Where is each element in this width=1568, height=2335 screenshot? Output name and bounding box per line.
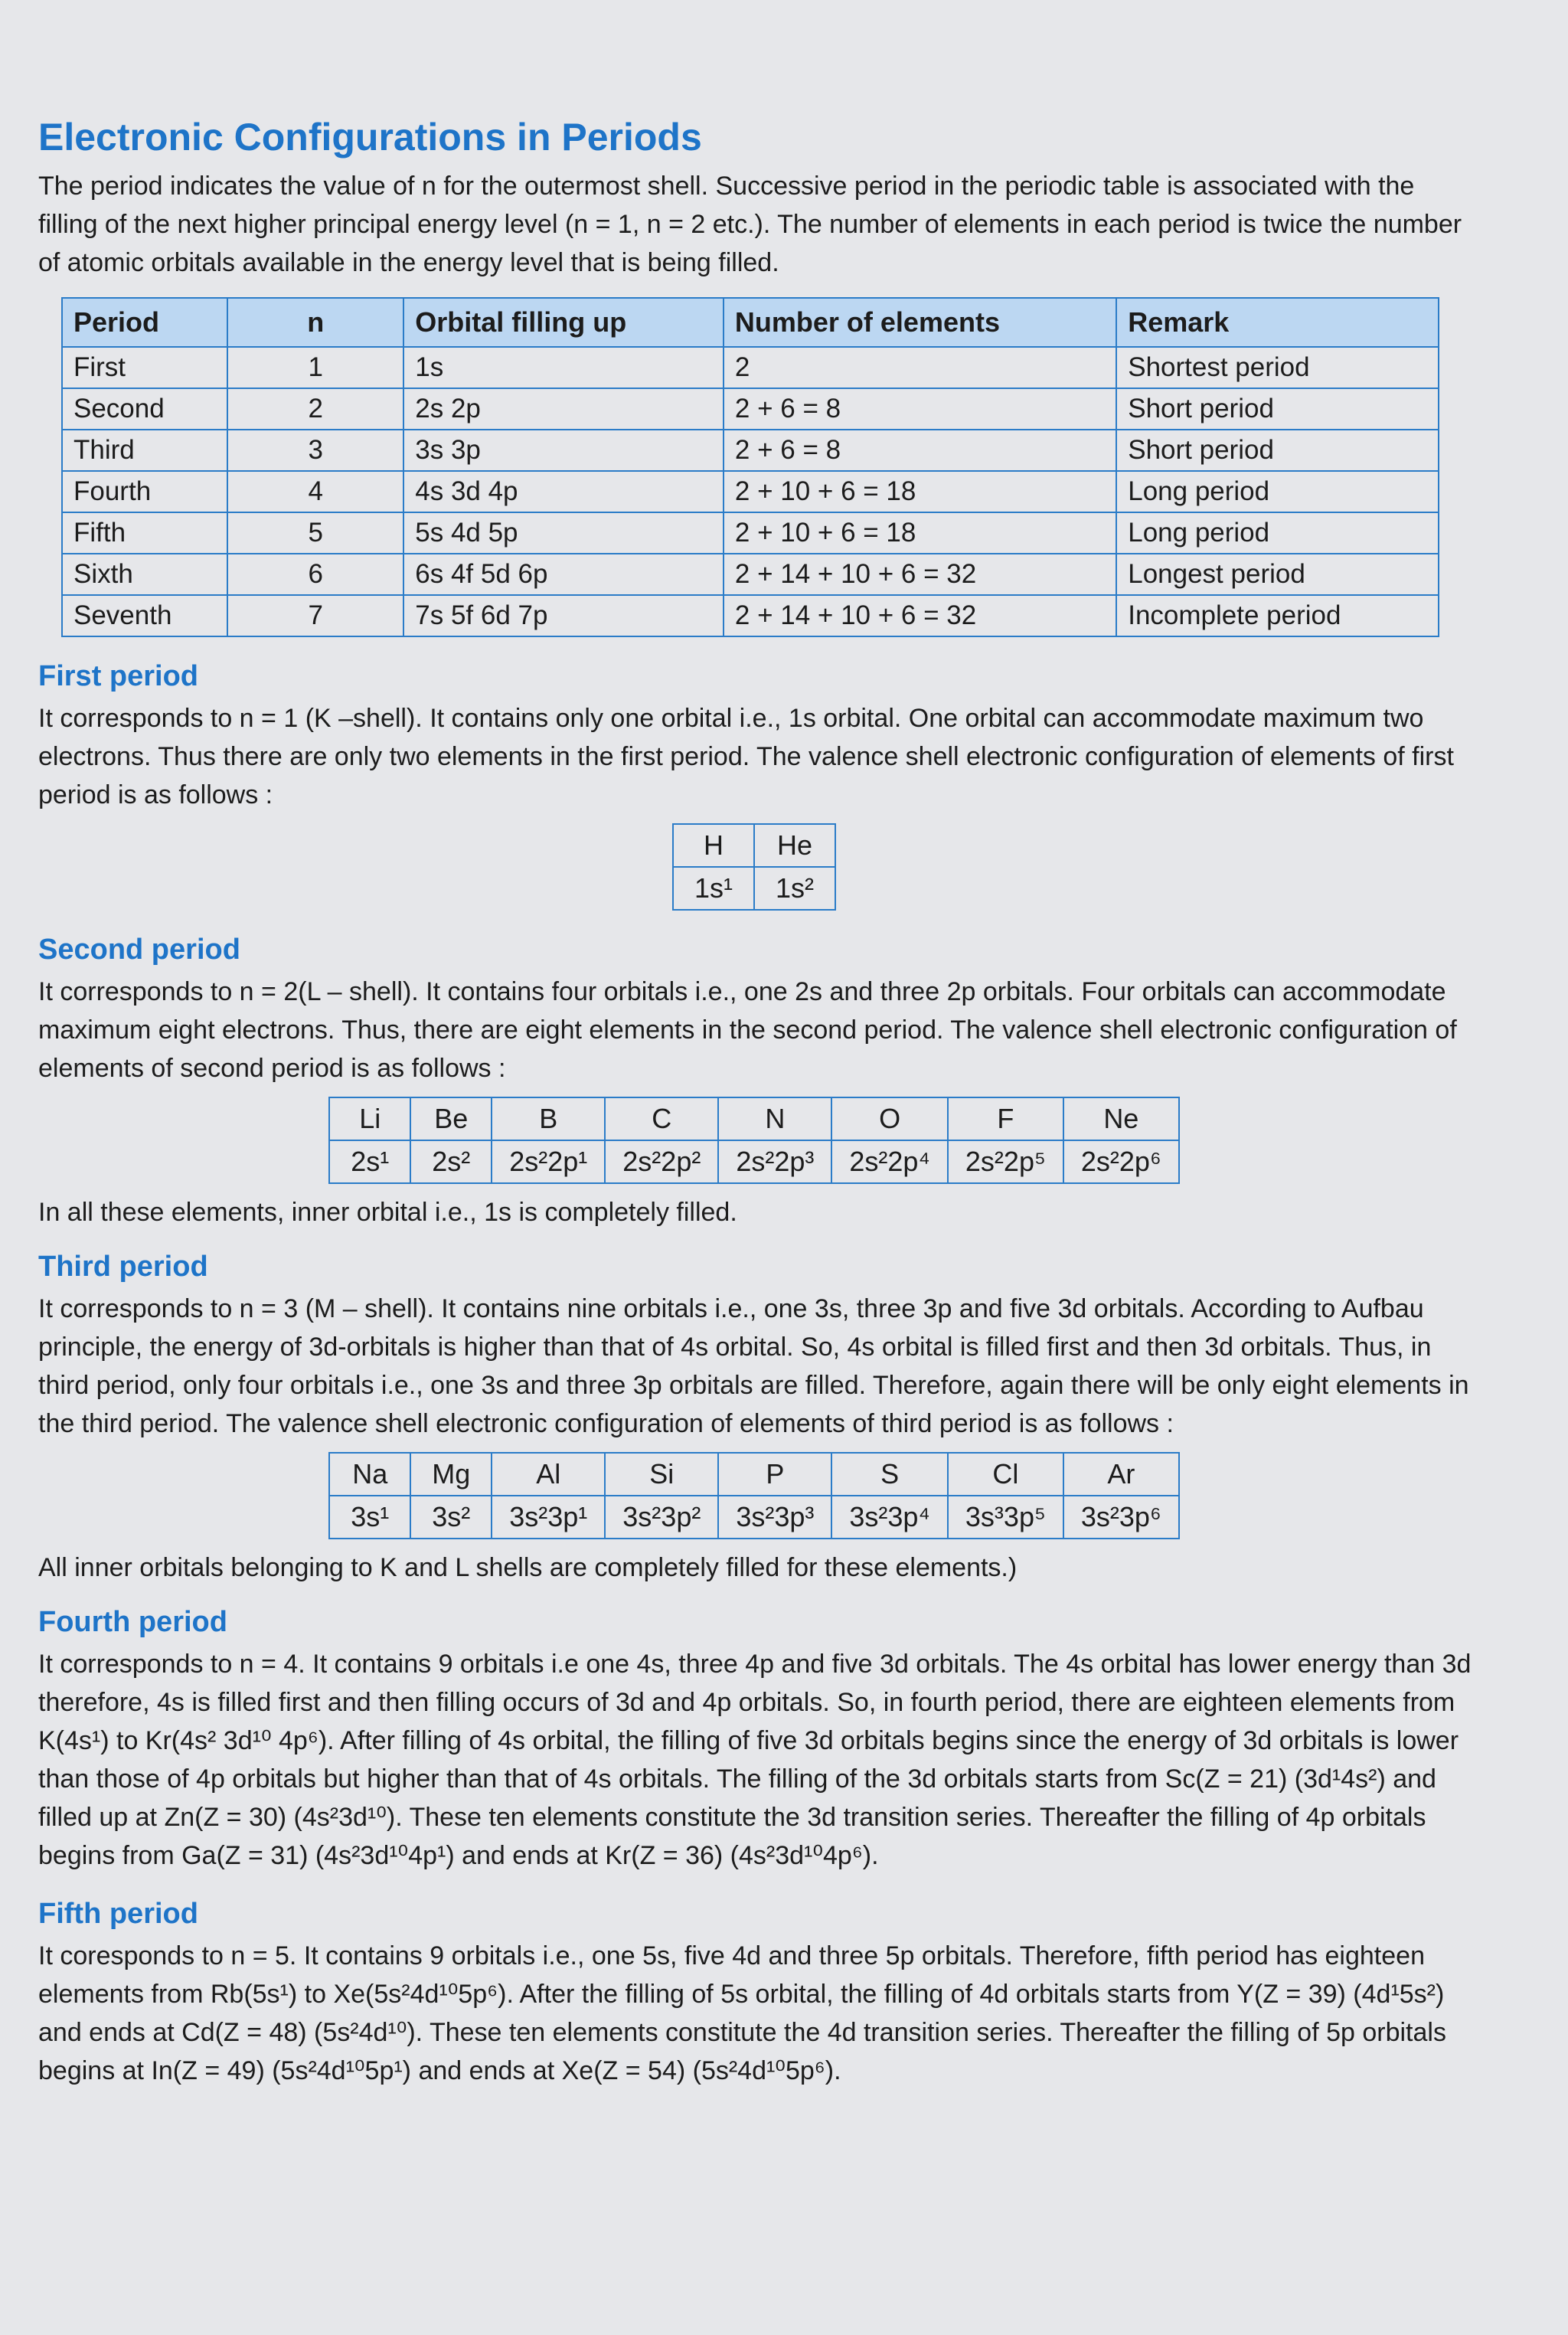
config-cell: 2s²2p⁵ — [948, 1140, 1063, 1183]
config-cell: 3s²3p³ — [718, 1496, 831, 1539]
table-row — [62, 554, 1439, 595]
config-cell: 3s²3p⁶ — [1063, 1496, 1179, 1539]
element-cell: S — [831, 1453, 948, 1496]
table-cell: 2 + 10 + 6 = 18 — [724, 512, 1116, 554]
table-cell: 4s 3d 4p — [403, 471, 724, 512]
config-cell: 3s¹ — [329, 1496, 410, 1539]
element-cell: N — [718, 1097, 831, 1140]
second-period-heading: Second period — [38, 934, 240, 966]
table-cell: 6s 4f 5d 6p — [403, 554, 724, 595]
table-cell: Shortest period — [1116, 347, 1439, 388]
table-cell: 5 — [227, 512, 403, 554]
second-period-config-table — [328, 1097, 1180, 1184]
config-cell: 3s²3p² — [605, 1496, 718, 1539]
table-row — [62, 595, 1439, 636]
element-cell: Mg — [410, 1453, 492, 1496]
config-cell: 2s¹ — [329, 1140, 410, 1183]
element-cell: Li — [329, 1097, 410, 1140]
table-cell: Short period — [1116, 430, 1439, 471]
table-cell: 3 — [227, 430, 403, 471]
table-cell: Fifth — [62, 512, 227, 554]
element-cell: He — [754, 824, 835, 867]
table-cell: Sixth — [62, 554, 227, 595]
table-cell: First — [62, 347, 227, 388]
table-row — [62, 388, 1439, 430]
config-cell: 2s²2p² — [605, 1140, 718, 1183]
periods-table — [61, 297, 1439, 637]
table-cell: 3s 3p — [403, 430, 724, 471]
table-cell: 2 + 6 = 8 — [724, 430, 1116, 471]
element-cell: Al — [492, 1453, 605, 1496]
config-cell: 2s²2p⁴ — [831, 1140, 948, 1183]
element-cell: Ar — [1063, 1453, 1179, 1496]
header-n: n — [227, 298, 403, 347]
first-period-config-table — [672, 823, 836, 911]
table-cell: Long period — [1116, 512, 1439, 554]
table-cell: 2s 2p — [403, 388, 724, 430]
config-cell: 2s²2p³ — [718, 1140, 831, 1183]
fifth-period-text: It coresponds to n = 5. It contains 9 orbitals i.e., one 5s, five 4d and three 5p orbitals. Therefore, fifth period has eighteen elements from Rb(5s¹) to Xe(5s²4d¹⁰5p⁶). After the filling of 5s orbital, the filling of 4d orbitals starts from Y(Z = 39) (4d¹5s²) and ends at Cd(Z = 48) (5s²4d¹⁰). These ten elements constitute the 4d transition series. Thereafter the filling of 5p orbitals begins at In(Z = 49) (5s²4d¹⁰5p¹) and ends at Xe(Z = 54) (5s²4d¹⁰5p⁶). — [38, 1941, 1446, 2085]
element-cell: P — [718, 1453, 831, 1496]
table-cell: Longest period — [1116, 554, 1439, 595]
element-cell: Na — [329, 1453, 410, 1496]
third-period-text: It corresponds to n = 3 (M – shell). It contains nine orbitals i.e., one 3s, three 3p and five 3d orbitals. According to Aufbau principle, the energy of 3d-orbitals is higher than that of 4s orbital. So, 4s orbital is filled first and then 3d orbitals. Thus, in third period, only four orbitals i.e., one 3s and three 3p orbitals are filled. Therefore, again there will be only eight elements in the third period. The valence shell electronic configuration of elements of third period is as follows : — [38, 1294, 1469, 1438]
table-cell: Fourth — [62, 471, 227, 512]
table-cell: Third — [62, 430, 227, 471]
config-cell: 1s² — [754, 867, 835, 910]
second-period-note: In all these elements, inner orbital i.e., 1s is completely filled. — [38, 1198, 737, 1227]
header-remark: Remark — [1116, 298, 1439, 347]
table-cell: 1s — [403, 347, 724, 388]
table-cell: Incomplete period — [1116, 595, 1439, 636]
config-cell: 3s²3p¹ — [492, 1496, 605, 1539]
table-cell: Long period — [1116, 471, 1439, 512]
table-cell: Second — [62, 388, 227, 430]
table-cell: 2 + 14 + 10 + 6 = 32 — [724, 554, 1116, 595]
config-cell: 1s¹ — [673, 867, 754, 910]
element-cell: H — [673, 824, 754, 867]
config-cell: 2s²2p⁶ — [1063, 1140, 1179, 1183]
element-cell: B — [492, 1097, 605, 1140]
config-cell: 2s²2p¹ — [492, 1140, 605, 1183]
element-cell: C — [605, 1097, 718, 1140]
table-cell: 2 + 14 + 10 + 6 = 32 — [724, 595, 1116, 636]
page-title: Electronic Configurations in Periods — [38, 116, 702, 159]
header-period: Period — [62, 298, 227, 347]
fourth-period-heading: Fourth period — [38, 1606, 227, 1638]
table-cell: 7s 5f 6d 7p — [403, 595, 724, 636]
first-period-heading: First period — [38, 660, 199, 692]
header-count: Number of elements — [724, 298, 1116, 347]
table-cell: 1 — [227, 347, 403, 388]
config-cell: 3s² — [410, 1496, 492, 1539]
table-row — [62, 471, 1439, 512]
table-cell: 2 + 6 = 8 — [724, 388, 1116, 430]
config-cell: 2s² — [410, 1140, 492, 1183]
table-cell: 2 + 10 + 6 = 18 — [724, 471, 1116, 512]
element-cell: Be — [410, 1097, 492, 1140]
first-period-text: It corresponds to n = 1 (K –shell). It contains only one orbital i.e., 1s orbital. One orbital can accommodate maximum two electrons. Thus there are only two elements in the first period. The valence shell electronic configuration of elements of first period is as follows : — [38, 704, 1454, 809]
element-cell: Si — [605, 1453, 718, 1496]
element-cell: O — [831, 1097, 948, 1140]
document-page — [31, 84, 1478, 2096]
table-cell: 6 — [227, 554, 403, 595]
third-period-note: All inner orbitals belonging to K and L shells are completely filled for these elements.) — [38, 1553, 1018, 1582]
fourth-period-text: It corresponds to n = 4. It contains 9 orbitals i.e one 4s, three 4p and five 3d orbitals. The 4s orbital has lower energy than 3d therefore, 4s is filled first and then filling occurs of 3d and 4p orbitals. So, in fourth period, there are eighteen elements from K(4s¹) to Kr(4s² 3d¹⁰ 4p⁶). After filling of 4s orbital, the filling of five 3d orbitals begins since the energy of 3d orbitals is lower than those of 4p orbitals but higher than that of 4s orbitals. The filling of the 3d orbitals starts from Sc(Z = 21) (3d¹4s²) and filled up at Zn(Z = 30) (4s²3d¹⁰). These ten elements constitute the 3d transition series. Thereafter the filling of 4p orbitals begins from Ga(Z = 31) (4s²3d¹⁰4p¹) and ends at Kr(Z = 36) (4s²3d¹⁰4p⁶). — [38, 1650, 1472, 1870]
table-cell: Seventh — [62, 595, 227, 636]
second-period-text: It corresponds to n = 2(L – shell). It contains four orbitals i.e., one 2s and three 2p orbitals. Four orbitals can accommodate maximum eight electrons. Thus, there are eight elements in the second period. The valence shell electronic configuration of elements of second period is as follows : — [38, 977, 1457, 1083]
table-cell: 2 — [724, 347, 1116, 388]
table-row — [62, 430, 1439, 471]
header-orbital: Orbital filling up — [403, 298, 724, 347]
table-cell: 2 — [227, 388, 403, 430]
table-row — [62, 512, 1439, 554]
config-cell: 3s³3p⁵ — [948, 1496, 1063, 1539]
periods-table-header — [62, 298, 1439, 347]
element-cell: Cl — [948, 1453, 1063, 1496]
table-cell: 5s 4d 5p — [403, 512, 724, 554]
table-cell: 7 — [227, 595, 403, 636]
element-cell: F — [948, 1097, 1063, 1140]
table-cell: 4 — [227, 471, 403, 512]
table-cell: Short period — [1116, 388, 1439, 430]
element-cell: Ne — [1063, 1097, 1179, 1140]
config-cell: 3s²3p⁴ — [831, 1496, 948, 1539]
third-period-heading: Third period — [38, 1251, 208, 1283]
intro-paragraph: The period indicates the value of n for the outermost shell. Successive period in the periodic table is associated with the filling of the next higher principal energy level (n = 1, n = 2 etc.). The number of elements in each period is twice the number of atomic orbitals available in the energy level that is being filled. — [38, 172, 1462, 277]
third-period-config-table — [328, 1452, 1180, 1539]
table-row — [62, 347, 1439, 388]
fifth-period-heading: Fifth period — [38, 1898, 198, 1930]
